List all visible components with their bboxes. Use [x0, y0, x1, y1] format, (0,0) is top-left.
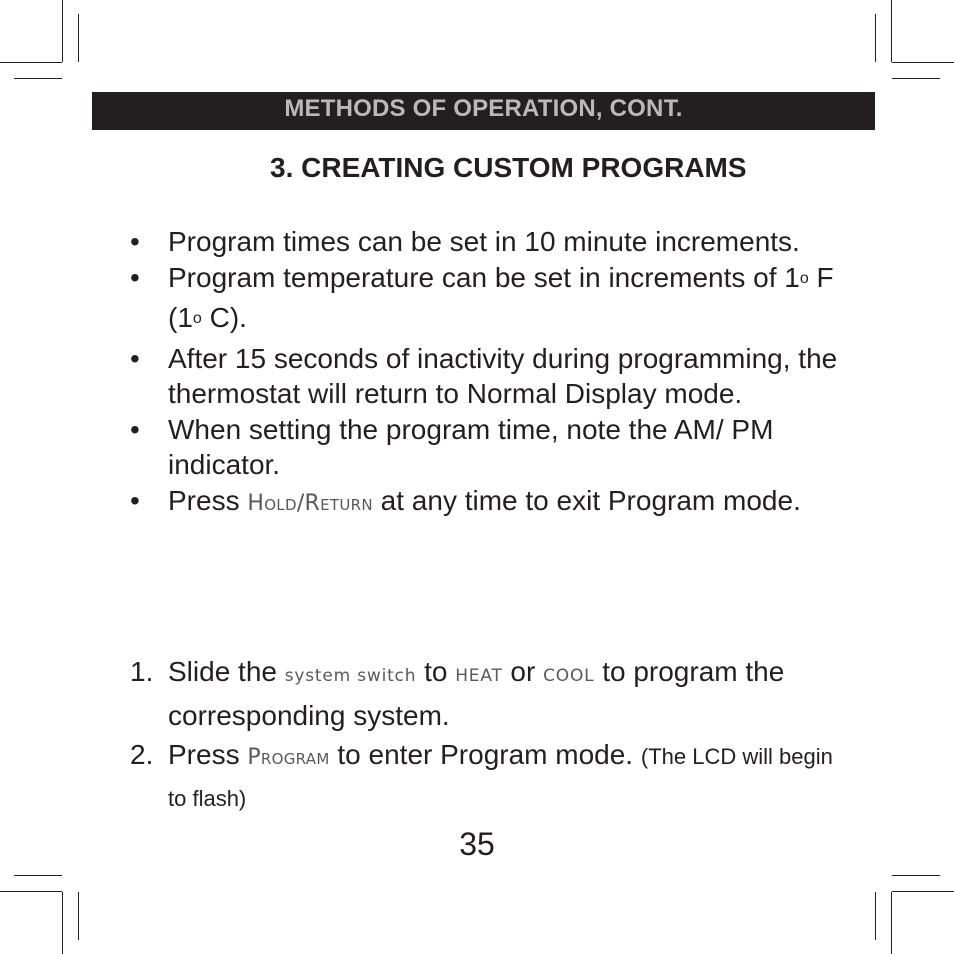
step-note: (The LCD will begin to flash) — [168, 744, 833, 811]
key-label-cool: COOL — [543, 666, 595, 686]
bullet-text: C). — [201, 302, 247, 333]
crop-mark — [875, 14, 876, 62]
crop-mark — [892, 891, 954, 892]
crop-mark — [891, 0, 892, 62]
bullet-item — [130, 412, 850, 483]
crop-mark — [62, 892, 63, 954]
bullet-text: at any time to exit Program mode. — [372, 484, 801, 516]
bullet-item — [130, 341, 850, 412]
step-text: to program the corresponding system. — [168, 656, 785, 731]
crop-mark — [875, 892, 876, 940]
crop-mark — [0, 891, 62, 892]
crop-mark — [78, 892, 79, 940]
crop-mark — [892, 875, 940, 876]
header-bar — [92, 92, 875, 130]
crop-mark — [78, 14, 79, 62]
key-label-heat: HEAT — [455, 666, 503, 686]
bullet-text: Press — [168, 484, 248, 516]
section-title: 3. CREATING CUSTOM PROGRAMS — [270, 152, 747, 183]
bullet-text: F (1 — [168, 261, 834, 333]
bullet-text: Program temperature can be set in increments of 1 — [168, 261, 800, 293]
bullet-text: When setting the program time, note the AM/ PM indicator. — [168, 413, 774, 480]
bullet-marker: • — [130, 342, 140, 374]
bullet-item — [130, 260, 850, 341]
step-text: Press — [168, 739, 248, 770]
bullet-text: After 15 seconds of inactivity during programming, the thermostat will return to Normal Display mode. — [168, 342, 838, 409]
step-list — [130, 652, 850, 818]
step-text: to — [416, 656, 456, 687]
bullet-marker: • — [130, 226, 140, 257]
crop-mark — [14, 78, 62, 79]
step-text: or — [502, 656, 544, 687]
header-title: METHODS OF OPERATION, CONT. — [284, 95, 683, 122]
crop-mark — [14, 875, 62, 876]
key-label-program: Program — [247, 745, 330, 770]
crop-mark — [62, 0, 63, 62]
step-item — [130, 652, 850, 735]
degree-symbol: o — [799, 269, 809, 287]
step-number: 2. — [130, 739, 154, 770]
bullet-item — [130, 224, 850, 260]
crop-mark — [892, 78, 940, 79]
bullet-text: Program times can be set in 10 minute increments. — [168, 226, 800, 257]
crop-mark — [892, 62, 954, 63]
bullet-marker: • — [130, 261, 140, 293]
bullet-item — [130, 483, 850, 522]
key-label-system-switch: system switch — [284, 666, 417, 686]
bullet-marker: • — [130, 413, 140, 445]
bullet-list — [130, 224, 850, 521]
step-text: to enter Program mode. — [329, 739, 641, 770]
crop-mark — [0, 62, 62, 63]
page-number: 35 — [459, 826, 495, 862]
degree-symbol: o — [192, 310, 202, 327]
step-number: 1. — [130, 656, 154, 687]
key-label-hold-return: Hold/Return — [247, 490, 373, 516]
step-text: Slide the — [168, 656, 285, 687]
bullet-marker: • — [130, 484, 140, 516]
crop-mark — [891, 892, 892, 954]
step-item — [130, 735, 850, 818]
